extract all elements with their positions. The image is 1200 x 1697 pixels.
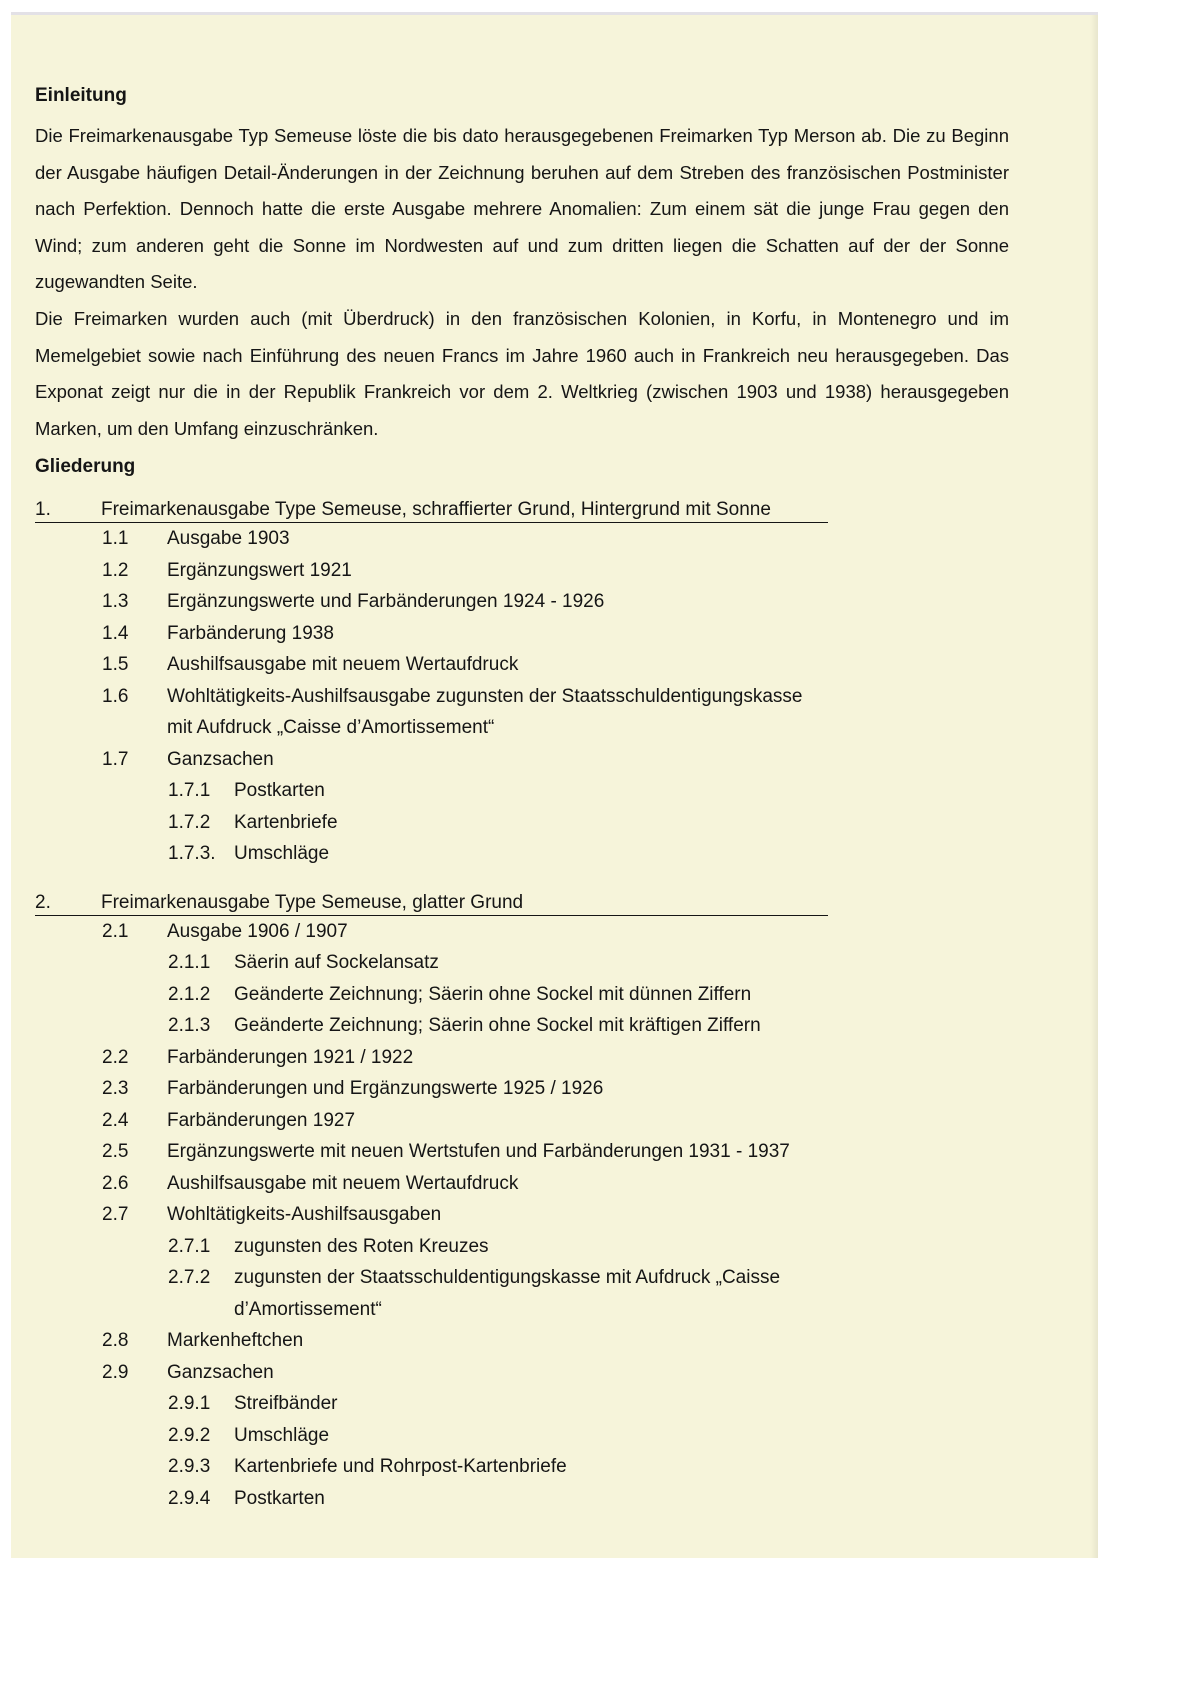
outline-item [35, 523, 1035, 555]
subitem-number: 2.9.3 [168, 1456, 211, 1478]
subitem-number: 2.1.1 [168, 952, 211, 974]
item-label: Wohltätigkeits-Aushilfsausgaben [167, 1204, 442, 1226]
section-number: 1. [35, 499, 51, 521]
outline-item [35, 681, 1035, 713]
subitem-label: Kartenbriefe [234, 811, 338, 833]
outline-subitem [35, 1262, 1035, 1294]
outline-subitem [35, 775, 1035, 807]
section-title-row [35, 497, 828, 523]
subitem-label: Kartenbriefe und Rohrpost-Kartenbriefe [234, 1456, 567, 1478]
outline-item [35, 586, 1035, 618]
item-label: Ganzsachen [167, 1361, 274, 1383]
section-number: 2. [35, 891, 51, 913]
subitem-number: 1.7.2 [168, 811, 211, 833]
outline-subitem [35, 947, 1035, 979]
document-page [11, 12, 1098, 1558]
subitem-number: 1.7.1 [168, 780, 211, 802]
outline-subitem [35, 807, 1035, 839]
outline-subitem [35, 1010, 1035, 1042]
outline-item [35, 649, 1035, 681]
item-number: 1.4 [102, 622, 129, 644]
outline-item [35, 1325, 1035, 1357]
section-title: Freimarkenausgabe Type Semeuse, schraffierter Grund, Hintergrund mit Sonne [101, 499, 771, 521]
outline-item [35, 618, 1035, 650]
subitem-number: 2.1.2 [168, 983, 211, 1005]
item-label: Ausgabe 1906 / 1907 [167, 920, 348, 942]
item-label: Ganzsachen [167, 748, 274, 770]
outline-item [35, 1073, 1035, 1105]
item-number: 2.7 [102, 1204, 129, 1226]
item-label: Aushilfsausgabe mit neuem Wertaufdruck [167, 654, 519, 676]
intro-heading: Einleitung [35, 85, 127, 106]
subitem-label: Streifbänder [234, 1393, 338, 1415]
item-label: Ergänzungswerte und Farbänderungen 1924 - 1926 [167, 591, 605, 613]
subitem-label: Postkarten [234, 780, 325, 802]
item-number: 1.1 [102, 528, 129, 550]
subitem-label: Geänderte Zeichnung; Säerin ohne Sockel mit dünnen Ziffern [234, 983, 752, 1005]
outline-item [35, 1042, 1035, 1074]
item-number: 2.6 [102, 1172, 129, 1194]
item-number: 2.2 [102, 1046, 129, 1068]
outline-subitem [35, 838, 1035, 870]
section-title-row [35, 890, 828, 916]
item-label: Farbänderungen 1927 [167, 1109, 356, 1131]
item-number: 2.8 [102, 1330, 129, 1352]
intro-paragraph: Die Freimarkenausgabe Typ Semeuse löste die bis dato herausgegebenen Freimarken Typ Merson ab. Die zu Beginn der Ausgabe häufigen Detail-Änderungen in der Zeichnung beruhen auf dem Streben des französischen Postminister nach Perfektion. Dennoch hatte die erste Ausgabe mehrere Anomalien: Zum einem sät die junge Frau gegen den Wind; zum anderen geht die Sonne im Nordwesten auf und zum dritten liegen die Schatten auf der der Sonne zugewandten Seite. [35, 125, 1009, 293]
item-label: Aushilfsausgabe mit neuem Wertaufdruck [167, 1172, 519, 1194]
item-label-continuation: mit Aufdruck „Caisse d’Amortissement“ [167, 717, 495, 739]
item-label: Farbänderungen und Ergänzungswerte 1925 / 1926 [167, 1078, 604, 1100]
subitem-label: Säerin auf Sockelansatz [234, 952, 439, 974]
outline-item [35, 916, 1035, 948]
subitem-label: Umschläge [234, 1424, 330, 1446]
item-number: 1.3 [102, 591, 129, 613]
item-number: 1.7 [102, 748, 129, 770]
subitem-label: Umschläge [234, 843, 330, 865]
outline-item [35, 744, 1035, 776]
item-label: Ausgabe 1903 [167, 528, 290, 550]
subitem-label: Geänderte Zeichnung; Säerin ohne Sockel mit kräftigen Ziffern [234, 1015, 761, 1037]
item-number: 2.3 [102, 1078, 129, 1100]
item-number: 2.5 [102, 1141, 129, 1163]
item-label: Wohltätigkeits-Aushilfsausgabe zugunsten der Staatsschuldentigungskasse [167, 685, 803, 707]
outline-subitem [35, 979, 1035, 1011]
subitem-number: 2.9.4 [168, 1487, 211, 1509]
outline-item [35, 1136, 1035, 1168]
outline-item [35, 1357, 1035, 1389]
subitem-label: zugunsten der Staatsschuldentigungskasse mit Aufdruck „Caisse [234, 1267, 781, 1289]
item-number: 1.6 [102, 685, 129, 707]
section-title: Freimarkenausgabe Type Semeuse, glatter Grund [101, 891, 524, 913]
item-label: Ergänzungswerte mit neuen Wertstufen und Farbänderungen 1931 - 1937 [167, 1141, 790, 1163]
subitem-number: 1.7.3. [168, 843, 216, 865]
subitem-number: 2.9.1 [168, 1393, 211, 1415]
outline-item [35, 1105, 1035, 1137]
item-label: Markenheftchen [167, 1330, 304, 1352]
item-label: Farbänderungen 1921 / 1922 [167, 1046, 414, 1068]
subitem-number: 2.1.3 [168, 1015, 211, 1037]
intro-text [35, 118, 1009, 447]
item-number: 2.4 [102, 1109, 129, 1131]
item-number: 2.9 [102, 1361, 129, 1383]
outline-heading: Gliederung [35, 456, 136, 478]
item-label: Ergänzungswert 1921 [167, 559, 352, 581]
outline-subitem [35, 1231, 1035, 1263]
page-content [35, 84, 1035, 1514]
outline-list [35, 497, 1035, 1514]
outline-subitem [35, 1451, 1035, 1483]
outline-subitem [35, 1483, 1035, 1515]
outline-subitem [35, 1420, 1035, 1452]
item-label: Farbänderung 1938 [167, 622, 334, 644]
subitem-label: zugunsten des Roten Kreuzes [234, 1235, 489, 1257]
subitem-number: 2.7.1 [168, 1235, 211, 1257]
subitem-label-continuation: d’Amortissement“ [234, 1298, 382, 1320]
subitem-label: Postkarten [234, 1487, 325, 1509]
subitem-number: 2.9.2 [168, 1424, 211, 1446]
subitem-number: 2.7.2 [168, 1267, 211, 1289]
outline-subitem [35, 1388, 1035, 1420]
section-spacer [35, 870, 1035, 890]
item-number: 1.5 [102, 654, 129, 676]
item-number: 1.2 [102, 559, 129, 581]
outline-item [35, 555, 1035, 587]
outline-item [35, 1168, 1035, 1200]
intro-paragraph: Die Freimarken wurden auch (mit Überdruck) in den französischen Kolonien, in Korfu, in Montenegro und im Memelgebiet sowie nach Einführung des neuen Francs im Jahre 1960 auch in Frankreich neu herausgegeben. Das Exponat zeigt nur die in der Republik Frankreich vor dem 2. Weltkrieg (zwischen 1903 und 1938) herausgegeben Marken, um den Umfang einzuschränken. [35, 307, 1009, 439]
item-number: 2.1 [102, 920, 129, 942]
outline-item [35, 1199, 1035, 1231]
